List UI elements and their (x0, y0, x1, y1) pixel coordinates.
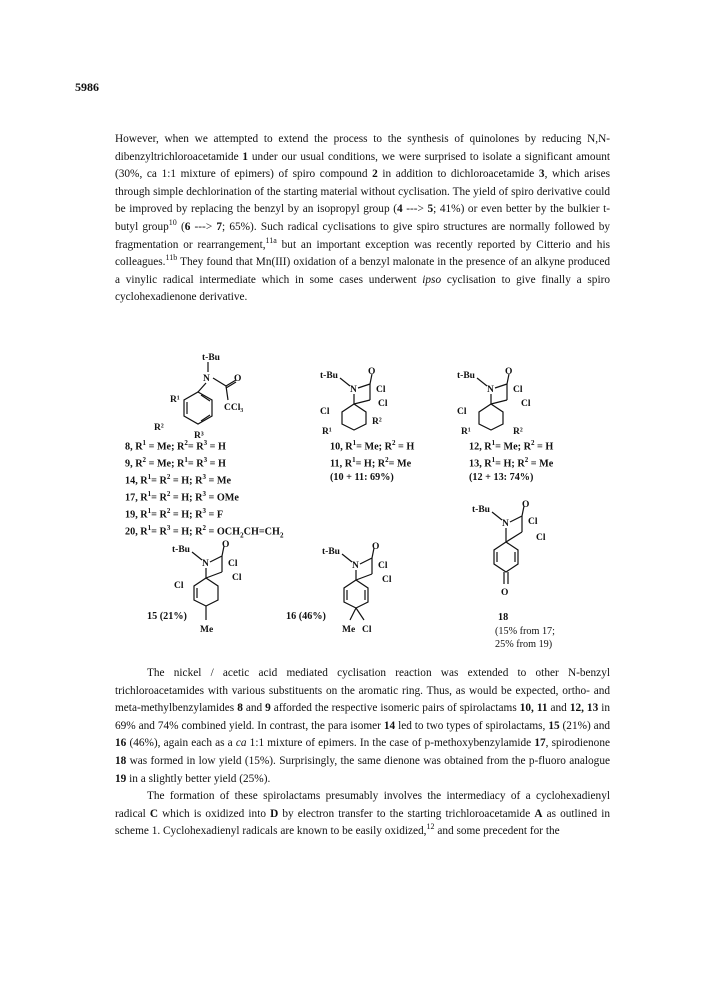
atom-label-cl: Cl (536, 533, 546, 543)
atom-label-cl: Cl (457, 407, 467, 417)
atom-label-cl: Cl (174, 581, 184, 591)
atom-label-o: O (222, 540, 230, 550)
atom-label-r3: R³ (194, 431, 204, 441)
atom-label-r2: R² (154, 423, 164, 433)
caption-18-yield-line1: (15% from 17; (495, 626, 555, 637)
structure-spirodienone-18 (470, 500, 560, 610)
compound-list-12-13 (469, 437, 553, 485)
atom-label-cl: Cl (376, 385, 386, 395)
atom-label-n: N (203, 374, 210, 384)
compound-entry: 14, $R^1= R^2 = H$; $R^3 = Me$ (125, 472, 232, 487)
compound-entry: 19, $R^1= R^2 = H$; $R^3 = F$ (125, 506, 224, 521)
compound-entry: 11, $R^1= H$; $R^2= Me$ (330, 455, 412, 470)
atom-label-n: N (202, 559, 209, 569)
compound-entry: (12 + 13: 74%) (469, 471, 534, 483)
atom-label-n: N (350, 385, 357, 395)
page-number: 5986 (75, 80, 99, 94)
compound-entry: 17, $R^1= R^2 = H$; $R^3$ = OMe (125, 489, 239, 504)
caption-16: 16 (46%) (286, 611, 326, 622)
atom-label-cl: Cl (521, 399, 531, 409)
atom-label-tbu: t-Bu (172, 545, 190, 555)
structure-spirolactam-10-11 (318, 366, 408, 436)
atom-label-cl: Cl (232, 573, 242, 583)
atom-label-ccl3: CCl₃ (224, 403, 244, 413)
atom-label-cl: Cl (320, 407, 330, 417)
structure-benzylamide (140, 352, 270, 442)
compound-list-benzylamides (125, 437, 283, 543)
atom-label-tbu: t-Bu (457, 371, 475, 381)
atom-label-r1: R¹ (170, 395, 180, 405)
atom-label-me: Me (200, 625, 214, 635)
atom-label-me: Me (342, 625, 356, 635)
atom-label-o: O (505, 367, 513, 377)
atom-label-tbu: t-Bu (322, 547, 340, 557)
atom-label-r1: R¹ (322, 427, 332, 437)
atom-label-o: O (234, 374, 242, 384)
paragraph-nickel-cyclisation: The nickel / acetic acid mediated cyclisation reaction was extended to other N-benzyl trichloroacetamides with various substituents on the aromatic ring. Thus, as would be expected, ortho- and meta-methylbenzylamides 8 and 9 afforded the respective isomeric pairs of spirolactams 10, 11 and 12, 13 in 69% and 74% combined yield. In contrast, the para isomer 14 led to two types of spirolactams, 15 (21%) and 16 (46%), again each as a ca 1:1 mixture of epimers. In the case of p-methoxybenzylamide 17, spirodienone 18 was formed in low yield (15%). Surprisingly, the same dienone was obtained from the p-fluoro analogue 19 in a slightly better yield (25%). (115, 667, 611, 785)
compound-entry: 20, $R^1= R^3 = H$; $R^2 = OCH_2CH=CH_2$ (125, 523, 284, 540)
atom-label-o: O (368, 367, 376, 377)
caption-18-yield-line2: 25% from 19) (495, 639, 553, 650)
structure-spirolactam-15 (170, 540, 260, 640)
paragraph-mechanism: The formation of these spirolactams presumably involves the intermediacy of a cyclohexadienyl radical C which is oxidized into D by electron transfer to the starting trichloroacetamide A as outlined in scheme 1. Cyclohexadienyl radicals are known to be easily oxidized,$^{12}$ and some precedent for the (115, 790, 610, 838)
atom-label-cl: Cl (513, 385, 523, 395)
compound-list-10-11 (330, 437, 414, 485)
atom-label-tbu: t-Bu (202, 353, 220, 363)
paragraph-intro: However, when we attempted to extend the process to the synthesis of quinolones by reducing N,N-dibenzyltrichloroacetamide 1 under our usual conditions, we were surprised to isolate a significant amount (30%, ca 1:1 mixture of epimers) of spiro compound 2 in addition to dichloroacetamide 3, which arises through simple dechlorination of the starting material without cyclisation. The yield of spiro derivative could be improved by replacing the benzyl by an isopropyl group (4 ---> 5; 41%) or even better by the bulkier t-butyl group$^{10}$ (6 ---> 7; 65%). Such radical cyclisations to give spiro structures are normally followed by fragmentation or rearrangement,$^{11a}$ but an important exception was recently reported by Citterio and his colleagues.$^{11b}$ They found that Mn(III) oxidation of a benzyl malonate in the presence of an alkyne produced a vinylic radical intermediate which in some cases underwent ipso cyclisation to give finally a spiro cyclohexadienone derivative. (115, 133, 610, 304)
compound-entry: 9, $R^2 = Me$; $R^1= R^3 = H$ (125, 455, 226, 470)
atom-label-cl: Cl (528, 517, 538, 527)
caption-15: 15 (21%) (147, 611, 187, 622)
compound-entry: (10 + 11: 69%) (330, 471, 394, 483)
atom-label-tbu: t-Bu (472, 505, 490, 515)
compound-entry: 10, $R^1= Me$; $R^2 = H$ (330, 439, 415, 453)
atom-label-o: O (522, 500, 530, 510)
compound-entry: 13, $R^1= H$; $R^2 = Me$ (469, 455, 554, 470)
atom-label-cl: Cl (228, 559, 238, 569)
atom-label-o: O (501, 588, 509, 598)
atom-label-cl: Cl (382, 575, 392, 585)
atom-label-r2: R² (372, 417, 382, 427)
atom-label-cl: Cl (378, 399, 388, 409)
compound-entry: 8, $R^1 = Me$; $R^2= R^3 = H$ (125, 439, 226, 453)
atom-label-cl: Cl (378, 561, 388, 571)
atom-label-r1: R¹ (461, 427, 471, 437)
atom-label-tbu: t-Bu (320, 371, 338, 381)
compound-entry: 12, $R^1= Me$; $R^2 = H$ (469, 439, 554, 453)
atom-label-r2: R² (513, 427, 523, 437)
atom-label-o: O (372, 542, 380, 552)
atom-label-n: N (352, 561, 359, 571)
atom-label-cl: Cl (362, 625, 372, 635)
structure-spirolactam-12-13 (455, 366, 545, 436)
caption-18-number: 18 (498, 612, 509, 623)
atom-label-n: N (502, 519, 509, 529)
structure-spirolactam-16 (320, 540, 410, 640)
atom-label-n: N (487, 385, 494, 395)
